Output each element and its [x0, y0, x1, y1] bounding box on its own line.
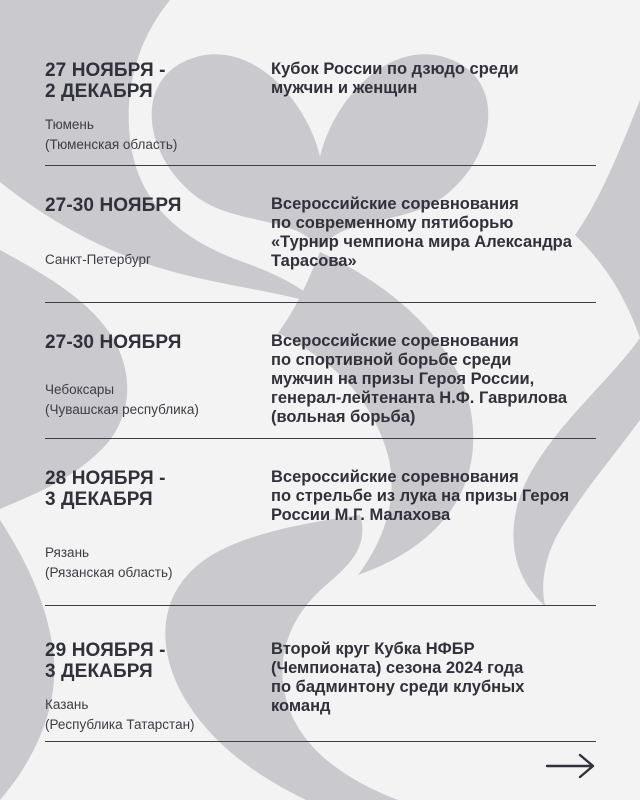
event-region: (Рязанская область): [45, 565, 173, 580]
event-title: [271, 195, 611, 271]
event-title-line: по стрельбе из лука на призы Героя: [271, 487, 570, 505]
event-title: [271, 332, 611, 427]
event-date-line: 3 ДЕКАБРЯ: [45, 489, 153, 510]
event-location: [45, 380, 260, 420]
event-title-line: по современному пятиборью: [271, 214, 514, 232]
event-date: [45, 60, 255, 102]
event-date: [45, 468, 255, 510]
event-title-line: команд: [271, 697, 331, 715]
event-divider: [45, 302, 596, 303]
arrow-right-icon[interactable]: [545, 752, 597, 780]
event-region: (Тюменская область): [45, 137, 178, 152]
event-divider: [45, 438, 596, 439]
event-region: (Чувашская республика): [45, 402, 199, 417]
event-title-line: Всероссийские соревнования: [271, 195, 519, 213]
event-location: [45, 543, 260, 583]
event-title-line: (Чемпионата) сезона 2024 года: [271, 659, 524, 677]
event-location: [45, 250, 260, 270]
event-date: [45, 640, 255, 682]
event-title-line: по бадминтону среди клубных: [271, 678, 525, 696]
event-date-line: 27-30 НОЯБРЯ: [45, 332, 182, 353]
event-title-line: генерал-лейтенанта Н.Ф. Гаврилова: [271, 389, 568, 407]
event-date-line: 3 ДЕКАБРЯ: [45, 661, 153, 682]
event-title-line: Второй круг Кубка НФБР: [271, 640, 475, 658]
event-1: [45, 60, 595, 160]
event-title: [271, 468, 611, 525]
event-title-line: (вольная борьба): [271, 408, 416, 426]
event-location: [45, 115, 260, 155]
event-divider: [45, 165, 596, 166]
event-date: [45, 332, 255, 353]
event-title: [271, 60, 611, 98]
event-2: [45, 195, 595, 280]
event-title-line: Тарасова»: [271, 252, 357, 270]
event-3: [45, 332, 595, 432]
event-title-line: по спортивной борьбе среди: [271, 351, 512, 369]
event-city: Тюмень: [45, 117, 94, 132]
event-date-line: 28 НОЯБРЯ -: [45, 468, 166, 489]
event-date-line: 29 НОЯБРЯ -: [45, 640, 166, 661]
event-divider: [45, 741, 596, 742]
event-date-line: 27-30 НОЯБРЯ: [45, 195, 182, 216]
event-date-line: 2 ДЕКАБРЯ: [45, 81, 153, 102]
event-5: [45, 640, 595, 740]
event-title-line: мужчин на призы Героя России,: [271, 370, 535, 388]
event-date-line: 27 НОЯБРЯ -: [45, 60, 166, 81]
event-title-line: Всероссийские соревнования: [271, 468, 519, 486]
event-date: [45, 195, 255, 216]
event-divider: [45, 605, 596, 606]
event-city: Санкт-Петербург: [45, 252, 151, 267]
event-title-line: России М.Г. Малахова: [271, 506, 451, 524]
event-title-line: Кубок России по дзюдо среди: [271, 60, 519, 78]
event-region: (Республика Татарстан): [45, 717, 195, 732]
event-location: [45, 695, 260, 735]
event-city: Чебоксары: [45, 382, 115, 397]
event-title: [271, 640, 611, 716]
event-title-line: мужчин и женщин: [271, 79, 418, 97]
event-city: Рязань: [45, 545, 90, 560]
event-title-line: «Турнир чемпиона мира Александра: [271, 233, 572, 251]
event-city: Казань: [45, 697, 89, 712]
event-4: [45, 468, 595, 588]
event-title-line: Всероссийские соревнования: [271, 332, 519, 350]
